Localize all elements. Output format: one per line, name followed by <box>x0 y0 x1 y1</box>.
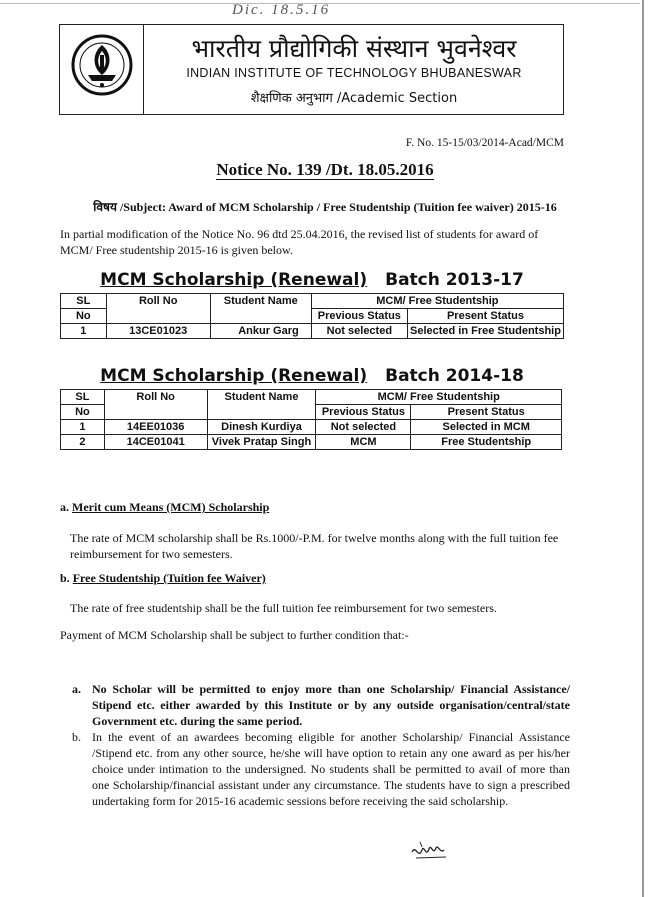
cell-sl: 1 <box>61 420 105 435</box>
cell-present-status: Selected in MCM <box>411 420 562 435</box>
header-student-name: Student Name <box>207 390 316 420</box>
header-present-status: Present Status <box>411 405 562 420</box>
payment-condition: Payment of MCM Scholarship shall be subject to further condition that:- <box>60 628 409 642</box>
section-a-prefix: a. <box>60 500 72 514</box>
condition-b-mark: b. <box>72 730 81 744</box>
cell-sl: 2 <box>61 435 105 450</box>
handwritten-dispatch-note: Dic. 18.5.16 <box>232 2 331 18</box>
table-batch-2014-18 <box>60 389 562 450</box>
table-row <box>61 420 562 435</box>
condition-b-text: In the event of an awardees becoming eligible for another Scholarship/ Financial Assistance /Stipend etc. from any other source, he/she will have option to retain any one award as per his/her choice under intimation to the undersigned. No students shall be permitted to avail of more than one Scholarship/financial assistant under any circumstance. The students have to sign a prescribed undertaking form for 2015-16 academic sessions before receiving the said scholarship. <box>92 730 570 808</box>
cell-previous-status: Not selected <box>316 420 411 435</box>
intro-paragraph: In partial modification of the Notice No. 96 dtd 25.04.2016, the revised list of students for award of MCM/ Free studentship 2015-16 is given below. <box>60 227 539 257</box>
section-b-heading <box>60 571 266 586</box>
section-a-heading <box>60 500 269 515</box>
cell-present-status: Selected in Free Studentship <box>407 324 563 339</box>
notice-title <box>120 160 530 180</box>
cell-roll-no: 14CE01041 <box>104 435 207 450</box>
header-present-status: Present Status <box>407 309 563 324</box>
table-1-title-main: MCM Scholarship (Renewal) <box>100 270 368 290</box>
table-2-title-batch: Batch 2014-18 <box>385 366 524 386</box>
header-mcm-free-studentship: MCM/ Free Studentship <box>316 390 562 405</box>
header-no: No <box>61 309 107 324</box>
cell-sl: 1 <box>61 324 107 339</box>
section-b-prefix: b. <box>60 571 73 585</box>
header-roll-no: Roll No <box>104 390 207 420</box>
header-previous-status: Previous Status <box>316 405 411 420</box>
header-sl: SL <box>61 390 105 405</box>
section-name: शैक्षणिक अनुभाग /Academic Section <box>250 91 458 106</box>
subject-line: विषय /Subject: Award of MCM Scholarship / Free Studentship (Tuition fee waiver) 2015-16 <box>93 200 557 214</box>
section-b-title: Free Studentship (Tuition fee Waiver) <box>72 571 266 585</box>
condition-b <box>60 729 570 811</box>
iit-bhubaneswar-emblem-icon <box>70 33 134 97</box>
header-previous-status: Previous Status <box>311 309 407 324</box>
right-border-line <box>642 0 644 897</box>
notice-title-text: Notice No. 139 /Dt. 18.05.2016 <box>216 160 434 179</box>
section-b-text: The rate of free studentship shall be the full tuition fee reimbursement for two semesters. <box>70 601 497 615</box>
cell-student-name: Ankur Garg <box>210 324 311 339</box>
table-1-title-batch: Batch 2013-17 <box>385 270 524 290</box>
condition-a-mark: a. <box>72 682 81 696</box>
condition-a-text: No Scholar will be permitted to enjoy more than one Scholarship/ Financial Assistance/ Stipend etc. either awarded by this Institute or by any outside organisation/central/state Government etc. during the same period. <box>92 682 570 728</box>
cell-roll-no: 14EE01036 <box>104 420 207 435</box>
condition-a <box>60 681 570 729</box>
table-1-title <box>60 270 564 290</box>
table-row <box>61 435 562 450</box>
section-a-title: Merit cum Means (MCM) Scholarship <box>72 500 270 514</box>
header-roll-no: Roll No <box>106 294 210 324</box>
file-number: F. No. 15-15/03/2014-Acad/MCM <box>405 137 564 149</box>
table-batch-2013-17 <box>60 293 564 339</box>
header-mcm-free-studentship: MCM/ Free Studentship <box>311 294 563 309</box>
header-sl: SL <box>61 294 107 309</box>
handwritten-signature-icon <box>410 838 450 864</box>
table-2-title-main: MCM Scholarship (Renewal) <box>100 366 368 386</box>
cell-previous-status: MCM <box>316 435 411 450</box>
table-2-title <box>60 366 564 386</box>
cell-present-status: Free Studentship <box>411 435 562 450</box>
header-student-name: Student Name <box>210 294 311 324</box>
table-row <box>61 324 564 339</box>
header-no: No <box>61 405 105 420</box>
cell-roll-no: 13CE01023 <box>106 324 210 339</box>
institute-name-english: INDIAN INSTITUTE OF TECHNOLOGY BHUBANESWAR <box>186 66 522 80</box>
institute-name-hindi: भारतीय प्रौद्योगिकी संस्थान भुवनेश्वर <box>191 34 517 63</box>
cell-previous-status: Not selected <box>311 324 407 339</box>
section-a-text: The rate of MCM scholarship shall be Rs.1000/-P.M. for twelve months along with the full tuition fee reimbursement for two semesters. <box>70 531 559 561</box>
cell-student-name: Vivek Pratap Singh <box>207 435 316 450</box>
cell-student-name: Dinesh Kurdiya <box>207 420 316 435</box>
